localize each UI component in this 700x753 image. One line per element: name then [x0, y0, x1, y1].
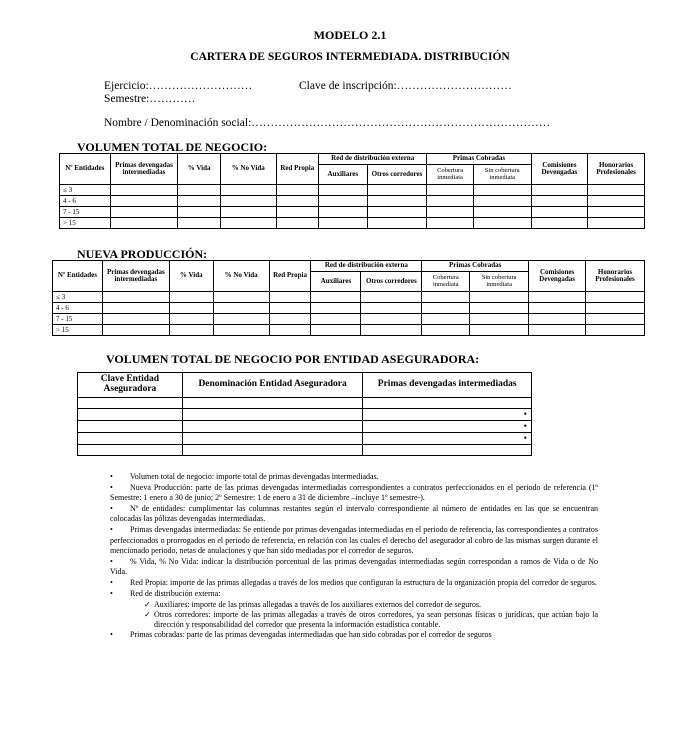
note-text: Nueva Producción: parte de las primas devengadas intermediadas correspondientes a contratos perfeccionados en el periodo de referencia (1º Semestre: 1 enero a 30 de junio; 2º Semestre: 1 de enero a 31 de diciembre –incluye 1º semestre-).: [110, 483, 598, 503]
ejercicio-field[interactable]: Ejercicio:………………………: [104, 80, 253, 92]
col-red-externa: Red de distribución externa: [311, 261, 422, 272]
cell[interactable]: [367, 196, 427, 207]
cell[interactable]: [110, 218, 178, 229]
cell[interactable]: [363, 445, 532, 456]
cell[interactable]: [220, 218, 276, 229]
note-subitem: [110, 610, 598, 630]
cell[interactable]: [110, 207, 178, 218]
nueva-produccion-table: [52, 260, 645, 336]
cell[interactable]: [319, 218, 368, 229]
cell[interactable]: [169, 303, 213, 314]
cell[interactable]: [586, 325, 645, 336]
cell[interactable]: [102, 292, 169, 303]
bullet-mark: •: [363, 421, 532, 433]
col-denominacion-entidad: Denominación Entidad Aseguradora: [182, 373, 363, 398]
cell[interactable]: [311, 303, 361, 314]
page-title: CARTERA DE SEGUROS INTERMEDIADA. DISTRIBUCIÓN: [190, 51, 510, 63]
cell[interactable]: [588, 218, 645, 229]
row-label: > 15: [53, 325, 103, 336]
cell[interactable]: [588, 196, 645, 207]
cell[interactable]: [182, 445, 363, 456]
row-label: 4 - 6: [53, 303, 103, 314]
cell[interactable]: [110, 196, 178, 207]
note-text: Volumen total de negocio: importe total de primas devengadas intermediadas.: [130, 472, 379, 481]
col-primas-devengadas: Primas devengadas intermediadas: [363, 373, 532, 398]
note-item: [110, 525, 598, 555]
col-cobertura-inmediata: Cobertura inmediata: [427, 165, 474, 185]
col-sin-cobertura: Sin cobertura inmediata: [470, 272, 529, 292]
col-novida: % No Vida: [213, 261, 269, 292]
bullet-mark: •: [363, 433, 532, 445]
col-sin-cobertura: Sin cobertura inmediata: [473, 165, 531, 185]
note-text: Primas cobradas: parte de las primas devengadas intermediadas que han sido cobradas por el corredor de seguros: [130, 630, 492, 640]
cell[interactable]: [78, 398, 183, 409]
cell[interactable]: [531, 218, 588, 229]
cell[interactable]: [213, 303, 269, 314]
cell[interactable]: [276, 207, 319, 218]
col-primas-cobradas: Primas Cobradas: [422, 261, 529, 272]
col-vida: % Vida: [169, 261, 213, 292]
col-otros-corredores: Otros corredores: [361, 272, 422, 292]
clave-inscripcion-field[interactable]: Clave de inscripción:…………………………: [299, 80, 512, 92]
cell[interactable]: [78, 409, 183, 421]
cell[interactable]: [367, 207, 427, 218]
col-auxiliares: Auxiliares: [311, 272, 361, 292]
cell[interactable]: [178, 218, 221, 229]
cell[interactable]: [311, 325, 361, 336]
cell[interactable]: [102, 303, 169, 314]
cell[interactable]: [427, 185, 474, 196]
check-icon: ✓: [144, 610, 151, 620]
bullet-icon: •: [110, 630, 113, 640]
cell[interactable]: [422, 303, 470, 314]
cell[interactable]: [529, 314, 586, 325]
row-label: ≤ 3: [60, 185, 111, 196]
cell[interactable]: [276, 196, 319, 207]
col-vida: % Vida: [178, 154, 221, 185]
col-red-externa: Red de distribución externa: [319, 154, 427, 165]
cell[interactable]: [586, 292, 645, 303]
semestre-field[interactable]: Semestre:…………: [104, 93, 196, 105]
bullet-icon: •: [110, 556, 113, 566]
note-text: Primas devengadas intermediadas: Se entiende por primas devengadas intermediadas en el periodo de referencia, las correspondientes a contratos perfeccionados o prorrogados en el periodo de referencia, en relación con las cuales el derecho del asegurador al cobro de las mismas surgen durante el mencionado periodo, netas de anulaciones y que han sido mediadas por el corredor de seguros.: [110, 525, 598, 555]
cell[interactable]: [276, 185, 319, 196]
col-honorarios: Honorarios Profesionales: [586, 261, 645, 292]
note-item: [110, 504, 598, 524]
cell[interactable]: [473, 218, 531, 229]
col-entidades: Nº Entidades: [60, 154, 111, 185]
bullet-icon: •: [110, 504, 113, 514]
bullet-mark: •: [363, 409, 532, 421]
note-text: Otros corredores: importe de las primas allegadas a través de otros corredores, ya sean personas físicas o jurídicas, que actúan bajo la dirección y responsabilidad del corredor que presenta la información estadística contable.: [154, 610, 598, 630]
cell[interactable]: [319, 207, 368, 218]
volumen-total-table: [59, 153, 645, 229]
cell[interactable]: [427, 218, 474, 229]
bullet-icon: •: [110, 472, 113, 481]
cell[interactable]: [361, 303, 422, 314]
note-item: [110, 472, 598, 482]
cell[interactable]: [213, 314, 269, 325]
note-item: [110, 483, 598, 503]
note-text: Red de distribución externa:: [130, 589, 221, 599]
cell[interactable]: [220, 185, 276, 196]
cell[interactable]: [269, 292, 311, 303]
cell[interactable]: [361, 314, 422, 325]
col-clave-entidad: Clave Entidad Aseguradora: [78, 373, 183, 398]
cell[interactable]: [319, 185, 368, 196]
cell[interactable]: [427, 207, 474, 218]
col-primas: Primas devengadas intermediadas: [102, 261, 169, 292]
check-icon: ✓: [144, 600, 151, 610]
cell[interactable]: [422, 292, 470, 303]
cell[interactable]: [311, 292, 361, 303]
note-item: [110, 578, 598, 588]
cell[interactable]: [422, 325, 470, 336]
row-label: > 15: [60, 218, 111, 229]
row-label: 7 - 15: [53, 314, 103, 325]
bullet-icon: •: [110, 577, 113, 587]
cell[interactable]: [269, 303, 311, 314]
cell[interactable]: [529, 325, 586, 336]
note-text: % Vida, % No Vida: indicar la distribución porcentual de las primas devengadas intermediadas según correspondan a ramos de Vida o de No Vida.: [110, 556, 598, 576]
cell[interactable]: [311, 314, 361, 325]
col-otros-corredores: Otros corredores: [367, 165, 427, 185]
section-nueva-produccion: NUEVA PRODUCCIÓN:: [77, 247, 208, 261]
col-red-propia: Red Propia: [276, 154, 319, 185]
note-subitem: [110, 600, 598, 610]
cell[interactable]: [361, 325, 422, 336]
cell[interactable]: [363, 398, 532, 409]
cell[interactable]: [470, 314, 529, 325]
entidad-aseguradora-table: [77, 372, 532, 456]
cell[interactable]: [182, 433, 363, 445]
cell[interactable]: [470, 292, 529, 303]
section-volumen-total: VOLUMEN TOTAL DE NEGOCIO:: [77, 140, 268, 154]
col-comisiones: Comisiones Devengadas: [531, 154, 588, 185]
cell[interactable]: [169, 314, 213, 325]
cell[interactable]: [367, 218, 427, 229]
cell[interactable]: [361, 292, 422, 303]
cell[interactable]: [102, 314, 169, 325]
notes-list: [110, 472, 598, 642]
cell[interactable]: [588, 207, 645, 218]
note-text: Nº de entidades: cumplimentar las columnas restantes según el intervalo correspondiente al número de entidades en las que se encuentran colocadas las pólizas devengadas intermediadas.: [110, 504, 598, 524]
row-label: 4 - 6: [60, 196, 111, 207]
cell[interactable]: [586, 303, 645, 314]
model-heading: MODELO 2.1: [313, 28, 387, 42]
cell[interactable]: [269, 314, 311, 325]
denominacion-social-field[interactable]: Nombre / Denominación social:……………………………………………………………………: [104, 117, 551, 129]
section-por-entidad: VOLUMEN TOTAL DE NEGOCIO POR ENTIDAD ASEGURADORA:: [106, 352, 480, 366]
cell[interactable]: [531, 196, 588, 207]
cell[interactable]: [531, 207, 588, 218]
bullet-icon: •: [110, 589, 113, 599]
cell[interactable]: [473, 207, 531, 218]
bullet-icon: •: [110, 525, 113, 535]
cell[interactable]: [102, 325, 169, 336]
cell[interactable]: [276, 218, 319, 229]
col-novida: % No Vida: [220, 154, 276, 185]
col-cobertura-inmediata: Cobertura inmediata: [422, 272, 470, 292]
cell[interactable]: [78, 445, 183, 456]
cell[interactable]: [422, 314, 470, 325]
cell[interactable]: [78, 433, 183, 445]
cell[interactable]: [367, 185, 427, 196]
cell[interactable]: [178, 196, 221, 207]
col-entidades: Nº Entidades: [53, 261, 103, 292]
row-label: 7 - 15: [60, 207, 111, 218]
cell[interactable]: [220, 207, 276, 218]
cell[interactable]: [220, 196, 276, 207]
cell[interactable]: [182, 421, 363, 433]
note-text: Red Propia: importe de las primas allegadas a través de los medios que configuran la estructura de la organización propia del corredor de seguros.: [130, 577, 597, 587]
cell[interactable]: [427, 196, 474, 207]
note-item: [110, 630, 598, 640]
cell[interactable]: [213, 325, 269, 336]
cell[interactable]: [470, 303, 529, 314]
note-item: [110, 557, 598, 577]
bullet-icon: •: [110, 483, 113, 493]
cell[interactable]: [473, 196, 531, 207]
cell[interactable]: [531, 185, 588, 196]
cell[interactable]: [470, 325, 529, 336]
cell[interactable]: [182, 409, 363, 421]
cell[interactable]: [78, 421, 183, 433]
cell[interactable]: [319, 196, 368, 207]
col-comisiones: Comisiones Devengadas: [529, 261, 586, 292]
cell[interactable]: [182, 398, 363, 409]
cell[interactable]: [178, 207, 221, 218]
cell[interactable]: [169, 292, 213, 303]
cell[interactable]: [529, 303, 586, 314]
col-auxiliares: Auxiliares: [319, 165, 368, 185]
cell[interactable]: [473, 185, 531, 196]
cell[interactable]: [213, 292, 269, 303]
cell[interactable]: [169, 325, 213, 336]
col-primas-cobradas: Primas Cobradas: [427, 154, 531, 165]
cell[interactable]: [588, 185, 645, 196]
cell[interactable]: [110, 185, 178, 196]
row-label: ≤ 3: [53, 292, 103, 303]
col-primas: Primas devengadas intermediadas: [110, 154, 178, 185]
note-text: Auxiliares: importe de las primas allegadas a través de los auxiliares externos del corredor de seguros.: [154, 600, 481, 610]
note-item: [110, 589, 598, 599]
col-honorarios: Honorarios Profesionales: [588, 154, 645, 185]
cell[interactable]: [586, 314, 645, 325]
cell[interactable]: [269, 325, 311, 336]
col-red-propia: Red Propia: [269, 261, 311, 292]
cell[interactable]: [529, 292, 586, 303]
cell[interactable]: [178, 185, 221, 196]
